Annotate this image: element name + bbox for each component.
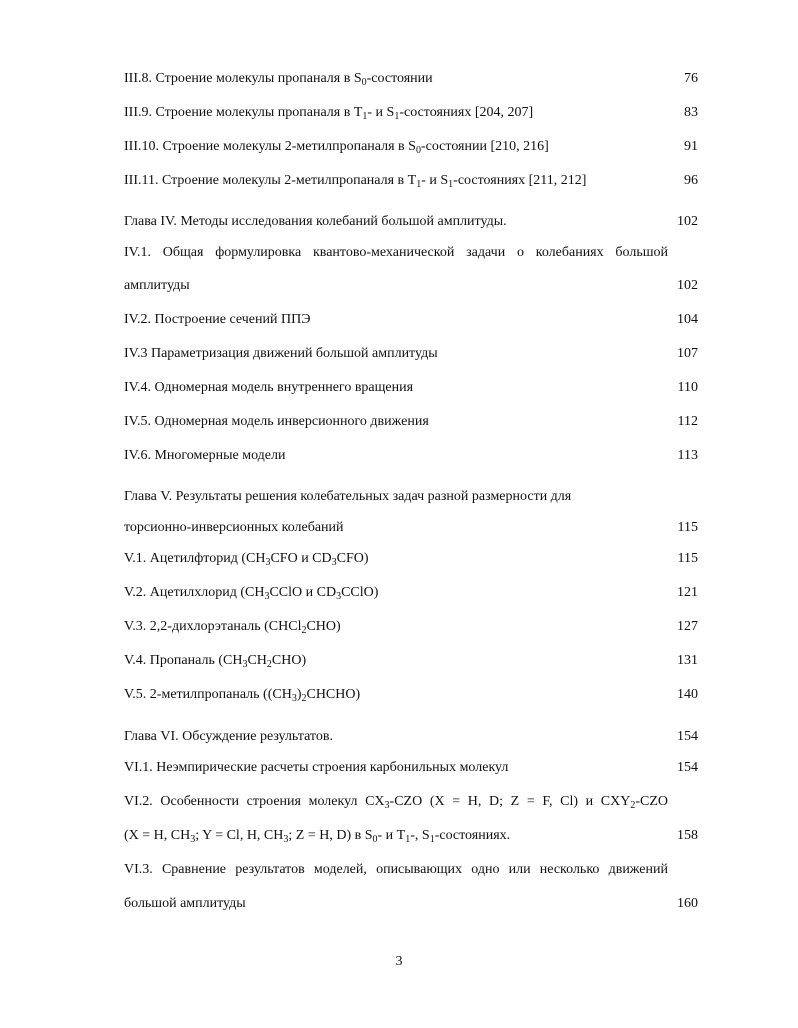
toc-entry-page: 115 [677, 520, 698, 535]
toc-entry-page: 83 [684, 105, 698, 120]
toc-entry-title: IV.4. Одномерная модель внутреннего вращения [124, 380, 414, 395]
toc-entry-title: III.11. Строение молекулы 2-метилпропаналя в $T_1-$ и $S_1$-состояниях [211, 212] [124, 173, 587, 190]
toc-entry-page: 107 [677, 346, 698, 361]
toc-entry [124, 412, 698, 432]
toc-entry-page: 154 [677, 760, 698, 775]
toc-chapter-entry [124, 727, 698, 747]
toc-entry-title: IV.6. Многомерные модели [124, 448, 286, 463]
toc-entry-title: V.4. Пропаналь $(CH_3CH_2CHO)$ [124, 653, 307, 670]
toc-entry [124, 617, 698, 637]
toc-entry [124, 651, 698, 671]
toc-entry-page: 140 [677, 687, 698, 702]
toc-entry-title: V.1. Ацетилфторид ($CH_3CFO$ и $CD_3CFO$) [124, 551, 369, 568]
toc-entry-page: 76 [684, 71, 698, 86]
toc-entry-page: 131 [677, 653, 698, 668]
toc-entry [124, 378, 698, 398]
toc-entry [124, 583, 698, 603]
toc-entry-page: 127 [677, 619, 698, 634]
toc-entry-page: 115 [677, 551, 698, 566]
toc-entry-page: 110 [677, 380, 698, 395]
toc-entry [124, 549, 698, 569]
toc-entry-title: IV.3 Параметризация движений большой амплитуды [124, 346, 438, 361]
toc-entry-page: 91 [684, 139, 698, 154]
toc-chapter-entry-line1 [124, 487, 698, 507]
toc-entry-title: Глава V. Результаты решения колебательных задач разной размерности для [124, 489, 572, 504]
toc-entry-title: V.3. 2,2-дихлорэтаналь (CHCl$_2$CHO) [124, 619, 341, 636]
toc-entry-line1 [124, 860, 668, 880]
toc-entry-title-continued: торсионно-инверсионных колебаний [124, 520, 344, 535]
toc-entry-page: 96 [684, 173, 698, 188]
toc-entry-page: 154 [677, 729, 698, 744]
toc-entry-page: 112 [677, 414, 698, 429]
toc-entry [124, 758, 698, 778]
toc-entry-title: Глава VI. Обсуждение результатов. [124, 729, 333, 744]
toc-chapter-entry [124, 212, 698, 232]
toc-entry [124, 344, 698, 364]
toc-entry-title: III.8. Строение молекулы пропаналя в $S_0$-состоянии [124, 71, 433, 88]
toc-entry [124, 137, 698, 157]
toc-entry-title: IV.1. Общая формулировка квантово-механической задачи о колебаниях большой [124, 245, 668, 260]
toc-entry-title: VI.2. Особенности строения молекул $CX_3$-CZO (X = H, D; Z = F, Cl) и $CXY_2$-CZO [124, 794, 669, 811]
toc-entry-page: 104 [677, 312, 698, 327]
toc-entry-title: Глава IV. Методы исследования колебаний большой амплитуды. [124, 214, 507, 229]
toc-entry-page: 102 [677, 278, 698, 293]
toc-entry-page: 113 [677, 448, 698, 463]
page-number: 3 [395, 954, 403, 969]
toc-entry-page: 158 [677, 828, 698, 843]
toc-entry-title: V.2. Ацетилхлорид ($CH_3CClO$ и $CD_3CClO$) [124, 585, 379, 602]
toc-entry [124, 446, 698, 466]
toc-entry [124, 894, 698, 914]
toc-entry-page: 160 [677, 896, 698, 911]
toc-entry-title: IV.5. Одномерная модель инверсионного движения [124, 414, 429, 429]
toc-entry-title: IV.2. Построение сечений ППЭ [124, 312, 311, 327]
toc-entry-title: V.5. 2-метилпропаналь $((CH_3)_2CHCHO)$ [124, 687, 361, 704]
toc-entry-line1 [124, 792, 668, 812]
toc-entry-title: III.9. Строение молекулы пропаналя в $T_1-$ и $S_1$-состояниях [204, 207] [124, 105, 534, 122]
toc-entry [124, 310, 698, 330]
toc-entry [124, 826, 698, 846]
toc-entry-title: VI.1. Неэмпирические расчеты строения карбонильных молекул [124, 760, 509, 775]
toc-entry-title: III.10. Строение молекулы 2-метилпропаналя в $S_0$-состоянии [210, 216] [124, 139, 549, 156]
toc-entry [124, 276, 698, 296]
toc-entry-page: 121 [677, 585, 698, 600]
toc-entry [124, 103, 698, 123]
toc-entry [124, 171, 698, 191]
toc-entry-title: VI.3. Сравнение результатов моделей, описывающих одно или несколько движений [124, 862, 668, 877]
toc-entry-line1 [124, 243, 668, 263]
toc-entry [124, 69, 698, 89]
toc-entry-title-continued: амплитуды [124, 278, 190, 293]
toc-entry-title-continued: большой амплитуды [124, 896, 246, 911]
toc-entry [124, 685, 698, 705]
toc-entry-title-continued: (X = H, $CH_3$; Y = Cl, H, $CH_3$; Z = H, D) в $S_0-$ и $T_1-$, $S_1$-состояниях. [124, 828, 511, 845]
toc-chapter-entry [124, 518, 698, 538]
toc-entry-page: 102 [677, 214, 698, 229]
